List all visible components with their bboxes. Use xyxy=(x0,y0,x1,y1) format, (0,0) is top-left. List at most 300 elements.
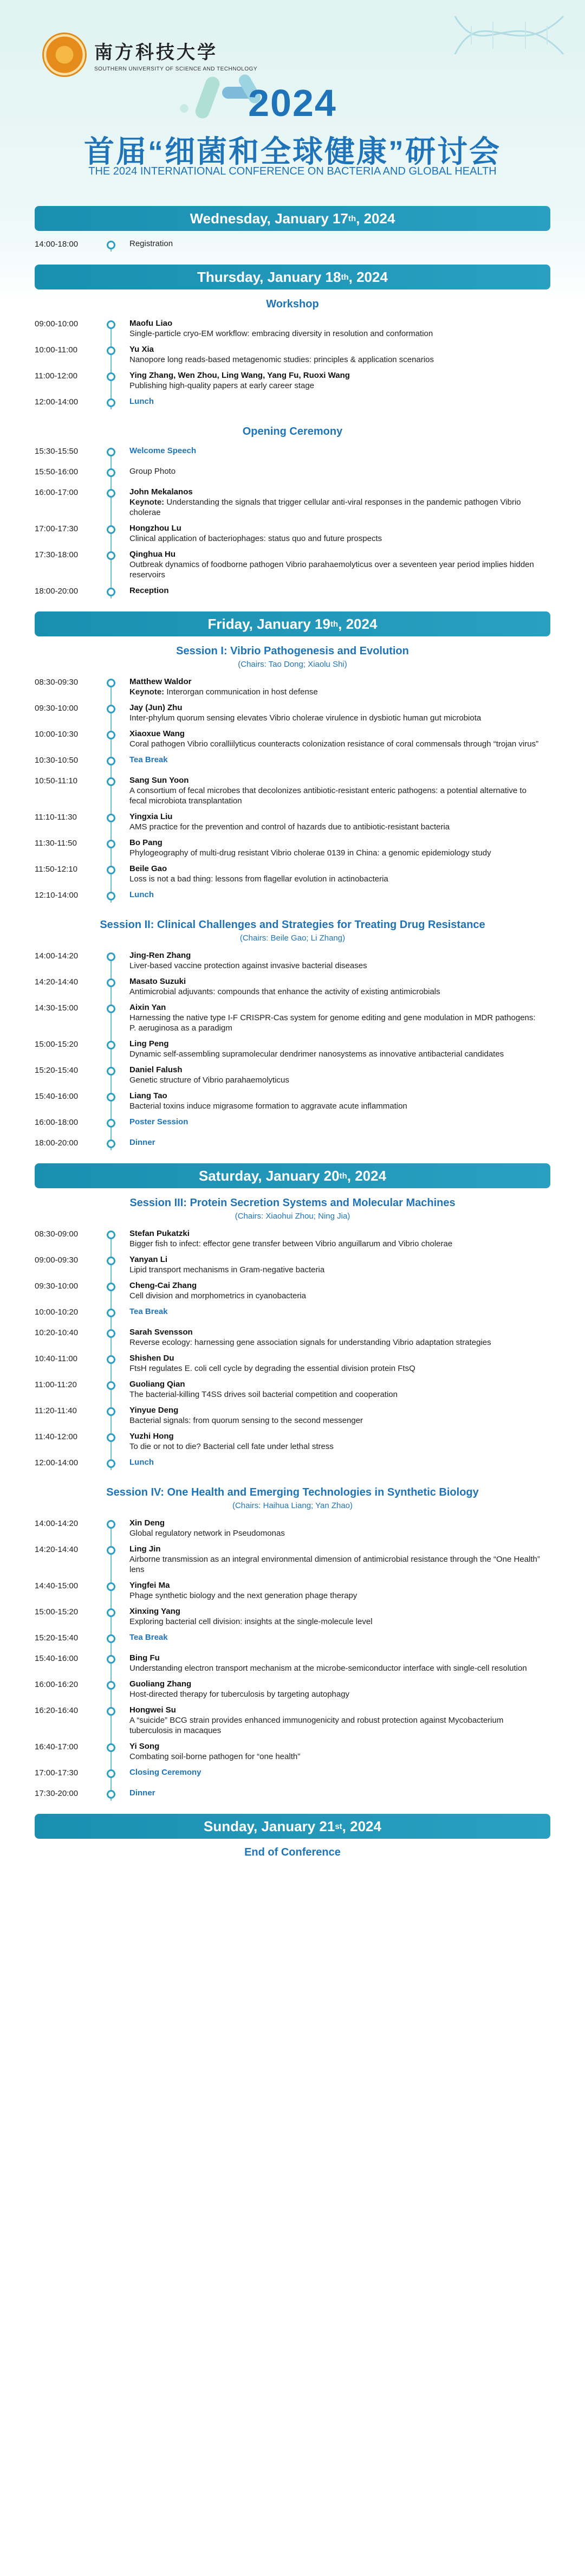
logo-english-name: SOUTHERN UNIVERSITY OF SCIENCE AND TECHNOLOGY xyxy=(94,66,258,72)
day-label: Thursday, January 18 xyxy=(197,268,341,285)
schedule-row xyxy=(35,1606,550,1632)
row-content xyxy=(129,1327,541,1348)
talk-title xyxy=(129,355,541,365)
talk-title xyxy=(129,987,541,997)
schedule-row xyxy=(35,1327,550,1353)
day-banner xyxy=(35,206,550,231)
time-slot: 15:40-16:00 xyxy=(35,1092,79,1101)
talk-title xyxy=(129,1239,541,1249)
day-year: , 2024 xyxy=(338,615,378,632)
row-content xyxy=(129,1788,541,1798)
timeline-dot-icon xyxy=(107,840,115,848)
row-content xyxy=(129,1254,541,1275)
speaker-name: Guoliang Zhang xyxy=(129,1679,192,1689)
speaker-name: John Mekalanos xyxy=(129,487,193,497)
talk-text: The bacterial-killing T4SS drives soil bacterial competition and cooperation xyxy=(129,1390,398,1399)
day-banner xyxy=(35,1163,550,1188)
row-content xyxy=(129,396,541,407)
row-content xyxy=(129,1606,541,1627)
speaker-name: Stefan Pukatzki xyxy=(129,1229,190,1238)
schedule-row xyxy=(35,890,550,910)
talk-title xyxy=(129,1049,541,1059)
time-slot: 16:00-18:00 xyxy=(35,1118,79,1127)
time-slot: 18:00-20:00 xyxy=(35,1138,79,1148)
row-content xyxy=(129,1767,541,1778)
session-title: Session II: Clinical Challenges and Strategies for Treating Drug Resistance xyxy=(100,919,485,931)
timeline-dot-icon xyxy=(107,1407,115,1416)
agenda-item: Reception xyxy=(129,586,169,595)
day-ordinal: th xyxy=(339,1171,347,1181)
row-content xyxy=(129,1379,541,1400)
time-slot: 15:00-15:20 xyxy=(35,1607,79,1617)
talk-text: Phage synthetic biology and the next generation phage therapy xyxy=(129,1591,358,1600)
row-content xyxy=(129,755,541,765)
row-content xyxy=(129,1405,541,1426)
schedule-row xyxy=(35,1431,550,1457)
timeline-list xyxy=(35,318,550,417)
timeline-dot-icon xyxy=(107,978,115,987)
speaker-name: Sang Sun Yoon xyxy=(129,776,189,785)
time-slot: 14:40-15:00 xyxy=(35,1581,79,1590)
schedule-row xyxy=(35,677,550,703)
talk-text: Interorgan communication in host defense xyxy=(164,687,318,697)
schedule-row xyxy=(35,1379,550,1405)
session-chairs: (Chairs: Haihua Liang; Yan Zhao) xyxy=(232,1501,353,1510)
time-slot: 14:00-14:20 xyxy=(35,951,79,961)
time-slot: 10:00-10:20 xyxy=(35,1308,79,1317)
timeline-dot-icon xyxy=(107,1309,115,1317)
timeline-dot-icon xyxy=(107,320,115,329)
talk-text: Genetic structure of Vibrio parahaemolyticus xyxy=(129,1076,289,1085)
talk-text: Liver-based vaccine protection against invasive bacterial diseases xyxy=(129,961,367,970)
talk-text: Exploring bacterial cell division: insights at the single-molecule level xyxy=(129,1617,373,1626)
schedule-row xyxy=(35,1405,550,1431)
schedule-row xyxy=(35,1254,550,1280)
timeline-list xyxy=(35,446,550,606)
talk-title xyxy=(129,1363,541,1374)
talk-text: Bacterial toxins induce migrasome formation to aggravate acute inflammation xyxy=(129,1102,407,1111)
day-label: Friday, January 19 xyxy=(207,615,330,632)
schedule-row xyxy=(35,239,550,259)
time-slot: 11:20-11:40 xyxy=(35,1406,77,1415)
talk-text: Nanopore long reads-based metagenomic studies: principles & application scenarios xyxy=(129,355,434,364)
row-content xyxy=(129,703,541,723)
time-slot: 15:40-16:00 xyxy=(35,1654,79,1663)
talk-title xyxy=(129,1415,541,1426)
talk-text: Antimicrobial adjuvants: compounds that enhance the activity of existing antimicrobials xyxy=(129,987,440,996)
talk-title xyxy=(129,785,541,806)
agenda-item: Registration xyxy=(129,239,173,248)
time-slot: 12:10-14:00 xyxy=(35,891,79,900)
row-content xyxy=(129,1353,541,1374)
talk-title xyxy=(129,497,541,518)
schedule-row xyxy=(35,1117,550,1137)
time-slot: 11:50-12:10 xyxy=(35,865,77,874)
day-label: Wednesday, January 17 xyxy=(190,210,348,227)
speaker-name: Matthew Waldor xyxy=(129,677,192,686)
talk-title xyxy=(129,1554,541,1575)
talk-title xyxy=(129,874,541,884)
speaker-name: Yi Song xyxy=(129,1742,160,1751)
row-content xyxy=(129,838,541,858)
talk-title xyxy=(129,739,541,749)
time-slot: 14:00-18:00 xyxy=(35,240,79,249)
row-content xyxy=(129,1679,541,1699)
keynote-label: Keynote: xyxy=(129,687,165,697)
session-title: Opening Ceremony xyxy=(242,426,343,437)
session-chairs: (Chairs: Beile Gao; Li Zhang) xyxy=(239,933,346,943)
schedule-row xyxy=(35,1653,550,1679)
year-heading: 2024 xyxy=(248,82,337,124)
timeline-dot-icon xyxy=(107,1433,115,1442)
schedule-row xyxy=(35,1767,550,1788)
row-content xyxy=(129,950,541,971)
end-of-conference: End of Conference xyxy=(244,1846,341,1858)
agenda-item: Welcome Speech xyxy=(129,446,197,455)
speaker-name: Masato Suzuki xyxy=(129,977,186,986)
talk-title xyxy=(129,1389,541,1400)
timeline-dot-icon xyxy=(107,814,115,822)
schedule-row xyxy=(35,1039,550,1065)
timeline-dot-icon xyxy=(107,1139,115,1148)
timeline-dot-icon xyxy=(107,1655,115,1664)
time-slot: 10:40-11:00 xyxy=(35,1354,77,1363)
speaker-name: Beile Gao xyxy=(129,864,167,873)
session-chairs: (Chairs: Tao Dong; Xiaolu Shi) xyxy=(238,660,347,669)
talk-title xyxy=(129,1528,541,1538)
speaker-name: Yuzhi Hong xyxy=(129,1432,174,1441)
timeline-dot-icon xyxy=(107,1329,115,1338)
row-content xyxy=(129,1280,541,1301)
row-content xyxy=(129,1518,541,1538)
session-title: Session IV: One Health and Emerging Technologies in Synthetic Biology xyxy=(106,1486,479,1498)
row-content xyxy=(129,466,541,476)
time-slot: 12:00-14:00 xyxy=(35,397,79,407)
agenda-item: Group Photo xyxy=(129,467,176,476)
timeline-dot-icon xyxy=(107,1634,115,1643)
timeline-dot-icon xyxy=(107,866,115,874)
timeline-dot-icon xyxy=(107,777,115,786)
timeline-dot-icon xyxy=(107,1004,115,1013)
speaker-name: Xin Deng xyxy=(129,1518,165,1528)
row-content xyxy=(129,729,541,749)
time-slot: 16:40-17:00 xyxy=(35,1742,79,1751)
timeline-list xyxy=(35,950,550,1158)
time-slot: 17:00-17:30 xyxy=(35,524,79,533)
timeline-dot-icon xyxy=(107,1355,115,1364)
university-seal-icon xyxy=(42,33,87,77)
row-content xyxy=(129,1228,541,1249)
agenda-item: Tea Break xyxy=(129,1307,168,1316)
talk-title xyxy=(129,1689,541,1699)
row-content xyxy=(129,1117,541,1127)
row-content xyxy=(129,1457,541,1467)
timeline-dot-icon xyxy=(107,1257,115,1265)
schedule-row xyxy=(35,446,550,466)
speaker-name: Bing Fu xyxy=(129,1653,160,1663)
timeline-dot-icon xyxy=(107,1093,115,1102)
timeline-dot-icon xyxy=(107,1231,115,1239)
time-slot: 15:20-15:40 xyxy=(35,1633,79,1643)
time-slot: 09:30-10:00 xyxy=(35,1281,79,1291)
timeline-dot-icon xyxy=(107,1769,115,1778)
schedule-row xyxy=(35,585,550,606)
time-slot: 14:30-15:00 xyxy=(35,1003,79,1013)
talk-text: Single-particle cryo-EM workflow: embracing diversity in resolution and conformation xyxy=(129,329,433,338)
timeline-dot-icon xyxy=(107,1608,115,1617)
agenda-item: Closing Ceremony xyxy=(129,1768,202,1777)
talk-text: Bigger fish to infect: effector gene transfer between Vibrio anguillarum and Vibrio cholerae xyxy=(129,1239,453,1248)
schedule-row xyxy=(35,1002,550,1039)
timeline-dot-icon xyxy=(107,1681,115,1690)
talk-title xyxy=(129,381,541,391)
schedule-row xyxy=(35,1280,550,1306)
talk-title xyxy=(129,848,541,858)
timeline-dot-icon xyxy=(107,1381,115,1390)
speaker-name: Guoliang Qian xyxy=(129,1380,185,1389)
row-content xyxy=(129,370,541,391)
talk-text: Coral pathogen Vibrio coralliilyticus counteracts colonization resistance of coral commensals through “trojan virus” xyxy=(129,739,539,749)
schedule-row xyxy=(35,1705,550,1741)
talk-text: AMS practice for the prevention and control of hazards due to antibiotic-resistant bacteria xyxy=(129,822,450,832)
timeline-dot-icon xyxy=(107,679,115,687)
title-english: THE 2024 INTERNATIONAL CONFERENCE ON BACTERIA AND GLOBAL HEALTH xyxy=(88,165,497,177)
row-content xyxy=(129,1653,541,1673)
speaker-name: Hongzhou Lu xyxy=(129,524,181,533)
row-content xyxy=(129,775,541,806)
row-content xyxy=(129,1632,541,1643)
schedule-row xyxy=(35,1137,550,1158)
time-slot: 09:00-09:30 xyxy=(35,1255,79,1265)
time-slot: 14:20-14:40 xyxy=(35,1545,79,1554)
time-slot: 09:00-10:00 xyxy=(35,319,79,329)
timeline-dot-icon xyxy=(107,551,115,560)
timeline-dot-icon xyxy=(107,757,115,765)
timeline-dot-icon xyxy=(107,468,115,477)
timeline-dot-icon xyxy=(107,1067,115,1076)
keynote-label: Keynote: xyxy=(129,498,165,507)
schedule-row xyxy=(35,487,550,523)
talk-title xyxy=(129,822,541,832)
talk-title xyxy=(129,1265,541,1275)
time-slot: 17:30-18:00 xyxy=(35,550,79,559)
timeline-dot-icon xyxy=(107,1119,115,1128)
talk-title xyxy=(129,1617,541,1627)
timeline-dot-icon xyxy=(107,1582,115,1591)
speaker-name: Yinyue Deng xyxy=(129,1406,179,1415)
row-content xyxy=(129,523,541,544)
row-content xyxy=(129,890,541,900)
session-title: Workshop xyxy=(266,298,319,310)
row-content xyxy=(129,1137,541,1148)
row-content xyxy=(129,1544,541,1575)
day-ordinal: st xyxy=(335,1821,342,1831)
timeline-dot-icon xyxy=(107,346,115,355)
talk-text: Bacterial signals: from quorum sensing to the second messenger xyxy=(129,1416,363,1425)
timeline-dot-icon xyxy=(107,525,115,534)
talk-text: Global regulatory network in Pseudomonas xyxy=(129,1529,285,1538)
time-slot: 12:00-14:00 xyxy=(35,1458,79,1467)
speaker-name: Sarah Svensson xyxy=(129,1328,193,1337)
speaker-name: Xiaoxue Wang xyxy=(129,729,185,738)
speaker-name: Ying Zhang, Wen Zhou, Ling Wang, Yang Fu, Ruoxi Wang xyxy=(129,371,350,380)
talk-text: To die or not to die? Bacterial cell fate under lethal stress xyxy=(129,1442,334,1451)
schedule xyxy=(0,195,585,1859)
schedule-row xyxy=(35,396,550,417)
talk-title xyxy=(129,1590,541,1601)
talk-title xyxy=(129,1013,541,1033)
talk-text: A “suicide” BCG strain provides enhanced immunogenicity and robust protection against Mycobacterium tuberculosis in macaques xyxy=(129,1716,504,1735)
agenda-item: Dinner xyxy=(129,1138,155,1147)
time-slot: 10:00-10:30 xyxy=(35,730,79,739)
dna-helix-icon xyxy=(450,5,569,70)
speaker-name: Bo Pang xyxy=(129,838,162,847)
talk-text: Host-directed therapy for tuberculosis by targeting autophagy xyxy=(129,1690,350,1699)
talk-text: Airborne transmission as an integral environmental dimension of antimicrobial resistance through the “One Health” lens xyxy=(129,1555,540,1574)
talk-text: Publishing high-quality papers at early career stage xyxy=(129,381,315,390)
timeline-dot-icon xyxy=(107,1790,115,1799)
timeline-dot-icon xyxy=(107,1546,115,1555)
row-content xyxy=(129,1091,541,1111)
timeline-list xyxy=(35,239,550,259)
day-year: , 2024 xyxy=(348,268,388,285)
speaker-name: Maofu Liao xyxy=(129,319,173,328)
schedule-row xyxy=(35,976,550,1002)
talk-title xyxy=(129,1715,541,1736)
speaker-name: Xinxing Yang xyxy=(129,1607,180,1616)
talk-text: A consortium of fecal microbes that decolonizes antibiotic-resistant enteric pathogens: a potential alternative to fecal microbiota transplantation xyxy=(129,786,526,806)
schedule-row xyxy=(35,812,550,838)
time-slot: 11:40-12:00 xyxy=(35,1432,77,1441)
schedule-row xyxy=(35,1632,550,1653)
schedule-row xyxy=(35,370,550,396)
day-ordinal: th xyxy=(341,272,349,282)
schedule-row xyxy=(35,1544,550,1580)
time-slot: 11:30-11:50 xyxy=(35,839,77,848)
speaker-name: Jing-Ren Zhang xyxy=(129,951,191,960)
row-content xyxy=(129,1039,541,1059)
schedule-row xyxy=(35,523,550,549)
row-content xyxy=(129,549,541,580)
session-title: Session I: Vibrio Pathogenesis and Evolution xyxy=(176,645,409,657)
time-slot: 10:00-11:00 xyxy=(35,345,77,355)
talk-text: Outbreak dynamics of foodborne pathogen Vibrio parahaemolyticus over a seventeen year period implies hidden reservoirs xyxy=(129,560,534,579)
time-slot: 16:00-17:00 xyxy=(35,488,79,497)
title-chinese: 首届“细菌和全球健康”研讨会 xyxy=(84,134,501,169)
timeline-dot-icon xyxy=(107,398,115,407)
timeline-dot-icon xyxy=(107,1041,115,1049)
row-content xyxy=(129,864,541,884)
timeline-dot-icon xyxy=(107,892,115,900)
speaker-name: Jay (Jun) Zhu xyxy=(129,703,183,712)
agenda-item: Lunch xyxy=(129,890,154,899)
speaker-name: Shishen Du xyxy=(129,1354,174,1363)
time-slot: 15:00-15:20 xyxy=(35,1040,79,1049)
time-slot: 17:00-17:30 xyxy=(35,1768,79,1778)
schedule-row xyxy=(35,1580,550,1606)
row-content xyxy=(129,446,541,456)
session-title: Session III: Protein Secretion Systems and Molecular Machines xyxy=(129,1197,456,1209)
talk-title xyxy=(129,1291,541,1301)
speaker-name: Yingxia Liu xyxy=(129,812,173,821)
timeline-dot-icon xyxy=(107,1707,115,1716)
time-slot: 14:00-14:20 xyxy=(35,1519,79,1528)
row-content xyxy=(129,1002,541,1033)
talk-text: Phylogeography of multi-drug resistant Vibrio cholerae 0139 in China: a genomic epidemiology study xyxy=(129,848,491,858)
time-slot: 18:00-20:00 xyxy=(35,587,79,596)
talk-title xyxy=(129,1337,541,1348)
agenda-item: Tea Break xyxy=(129,755,168,764)
row-content xyxy=(129,1431,541,1452)
schedule-row xyxy=(35,549,550,585)
logo-chinese-name: 南方科技大学 xyxy=(94,42,218,63)
speaker-name: Ling Jin xyxy=(129,1544,161,1554)
row-content xyxy=(129,318,541,339)
row-content xyxy=(129,239,541,249)
time-slot: 09:30-10:00 xyxy=(35,704,79,713)
time-slot: 10:30-10:50 xyxy=(35,756,79,765)
row-content xyxy=(129,1741,541,1762)
talk-text: FtsH regulates E. coli cell cycle by degrading the essential division protein FtsQ xyxy=(129,1364,415,1373)
row-content xyxy=(129,1705,541,1736)
schedule-row xyxy=(35,1091,550,1117)
session-chairs: (Chairs: Xiaohui Zhou; Ning Jia) xyxy=(235,1212,350,1221)
timeline-dot-icon xyxy=(107,588,115,596)
schedule-row xyxy=(35,838,550,864)
time-slot: 11:10-11:30 xyxy=(35,813,77,822)
schedule-row xyxy=(35,1518,550,1544)
schedule-row xyxy=(35,1741,550,1767)
agenda-item: Lunch xyxy=(129,397,154,406)
talk-title xyxy=(129,533,541,544)
time-slot: 11:00-11:20 xyxy=(35,1380,77,1389)
time-slot: 10:20-10:40 xyxy=(35,1328,79,1337)
timeline-dot-icon xyxy=(107,731,115,739)
schedule-row xyxy=(35,344,550,370)
schedule-row xyxy=(35,1353,550,1379)
day-ordinal: th xyxy=(330,619,339,629)
schedule-row xyxy=(35,1788,550,1808)
time-slot: 08:30-09:30 xyxy=(35,678,79,687)
talk-text: Harnessing the native type I-F CRISPR-Cas system for genome editing and gene modulation in MDR pathogens: P. aeruginosa as a paradigm xyxy=(129,1013,536,1033)
timeline-dot-icon xyxy=(107,1743,115,1752)
time-slot: 11:00-12:00 xyxy=(35,371,77,381)
day-year: , 2024 xyxy=(356,210,395,227)
row-content xyxy=(129,585,541,596)
speaker-name: Liang Tao xyxy=(129,1091,167,1100)
schedule-row xyxy=(35,755,550,775)
timeline-dot-icon xyxy=(107,952,115,961)
talk-title xyxy=(129,687,541,697)
talk-title xyxy=(129,329,541,339)
schedule-row xyxy=(35,466,550,487)
talk-text: Cell division and morphometrics in cyanobacteria xyxy=(129,1291,306,1300)
agenda-item: Dinner xyxy=(129,1788,155,1798)
day-banner xyxy=(35,611,550,636)
schedule-row xyxy=(35,318,550,344)
time-slot: 15:20-15:40 xyxy=(35,1066,79,1075)
talk-text: Understanding electron transport mechanism at the microbe-semiconductor interface with single-cell resolution xyxy=(129,1664,527,1673)
talk-text: Inter-phylum quorum sensing elevates Vibrio cholerae virulence in dysbiotic human gut microbiota xyxy=(129,713,482,723)
talk-title xyxy=(129,1441,541,1452)
talk-text: Clinical application of bacteriophages: status quo and future prospects xyxy=(129,534,382,543)
timeline-dot-icon xyxy=(107,1459,115,1468)
poster-header xyxy=(0,0,585,195)
talk-title xyxy=(129,1101,541,1111)
timeline-dot-icon xyxy=(107,489,115,498)
time-slot: 08:30-09:00 xyxy=(35,1229,79,1239)
schedule-row xyxy=(35,1679,550,1705)
